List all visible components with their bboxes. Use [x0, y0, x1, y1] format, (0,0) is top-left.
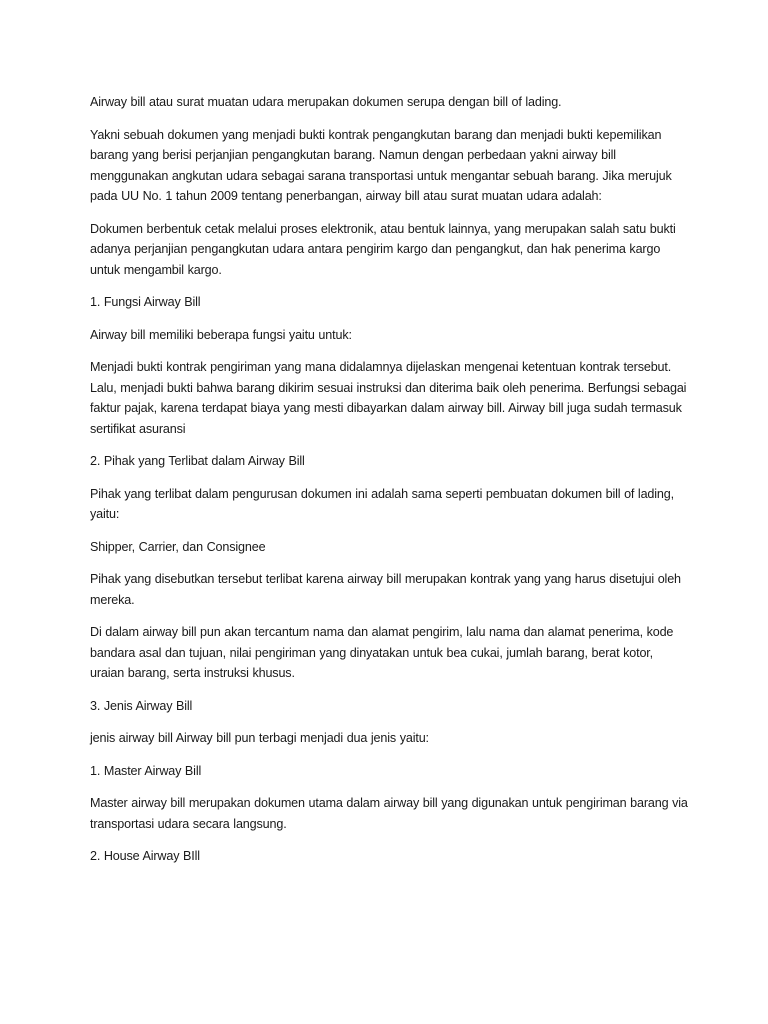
jenis-intro-paragraph: jenis airway bill Airway bill pun terbagi menjadi dua jenis yaitu: — [90, 731, 429, 745]
pihak-reason-paragraph: Pihak yang disebutkan tersebut terlibat karena airway bill merupakan kontrak yang yang harus disetujui oleh mereka. — [90, 572, 681, 607]
subheading-master-awb: 1. Master Airway Bill — [90, 763, 202, 778]
section-heading-fungsi: 1. Fungsi Airway Bill — [90, 295, 201, 309]
subheading-house-awb: 2. House Airway BIll — [90, 849, 200, 863]
pihak-intro-paragraph: Pihak yang terlibat dalam pengurusan dokumen ini adalah sama seperti pembuatan dokumen bill of lading, yaitu: — [90, 486, 674, 521]
section-heading-pihak: 2. Pihak yang Terlibat dalam Airway Bill — [90, 454, 305, 468]
section-heading-jenis: 3. Jenis Airway Bill — [90, 698, 193, 713]
definition-paragraph: Yakni sebuah dokumen yang menjadi bukti kontrak pengangkutan barang dan menjadi bukti kepemilikan barang yang berisi perjanjian pengangkutan barang. Namun dengan perbedaan yakni airway bill menggunakan angkutan udara sebagai sarana transportasi untuk mengantar sebuah barang. Jika merujuk pada UU No. 1 tahun 2009 tentang penerbangan, airway bill atau surat muatan udara adalah: — [90, 127, 672, 203]
contents-paragraph: Di dalam airway bill pun akan tercantum nama dan alamat pengirim, lalu nama dan alamat penerima, kode bandara asal dan tujuan, nilai pengiriman yang dinyatakan untuk bea cukai, jumlah barang, berat kotor, uraian barang, serta instruksi khusus. — [90, 625, 674, 680]
document-page — [90, 92, 690, 879]
master-awb-paragraph: Master airway bill merupakan dokumen utama dalam airway bill yang digunakan untuk pengiriman barang via transportasi udara secara langsung. — [90, 796, 688, 831]
legal-definition-paragraph: Dokumen berbentuk cetak melalui proses elektronik, atau bentuk lainnya, yang merupakan salah satu bukti adanya perjanjian pengangkutan udara antara pengirim kargo dan pengangkut, dan hak penerima kargo untuk mengambil kargo. — [90, 221, 676, 277]
fungsi-intro-paragraph: Airway bill memiliki beberapa fungsi yaitu untuk: — [90, 327, 352, 342]
fungsi-body-paragraph: Menjadi bukti kontrak pengiriman yang mana didalamnya dijelaskan mengenai ketentuan kontrak tersebut. Lalu, menjadi bukti bahwa barang dikirim sesuai instruksi dan diterima baik oleh penerima. Berfungsi sebagai faktur pajak, karena terdapat biaya yang mesti dibayarkan dalam airway bill. Airway bill juga sudah termasuk sertifikat asuransi — [90, 360, 687, 436]
pihak-list-paragraph: Shipper, Carrier, dan Consignee — [90, 539, 266, 554]
intro-paragraph: Airway bill atau surat muatan udara merupakan dokumen serupa dengan bill of lading. — [90, 95, 562, 109]
